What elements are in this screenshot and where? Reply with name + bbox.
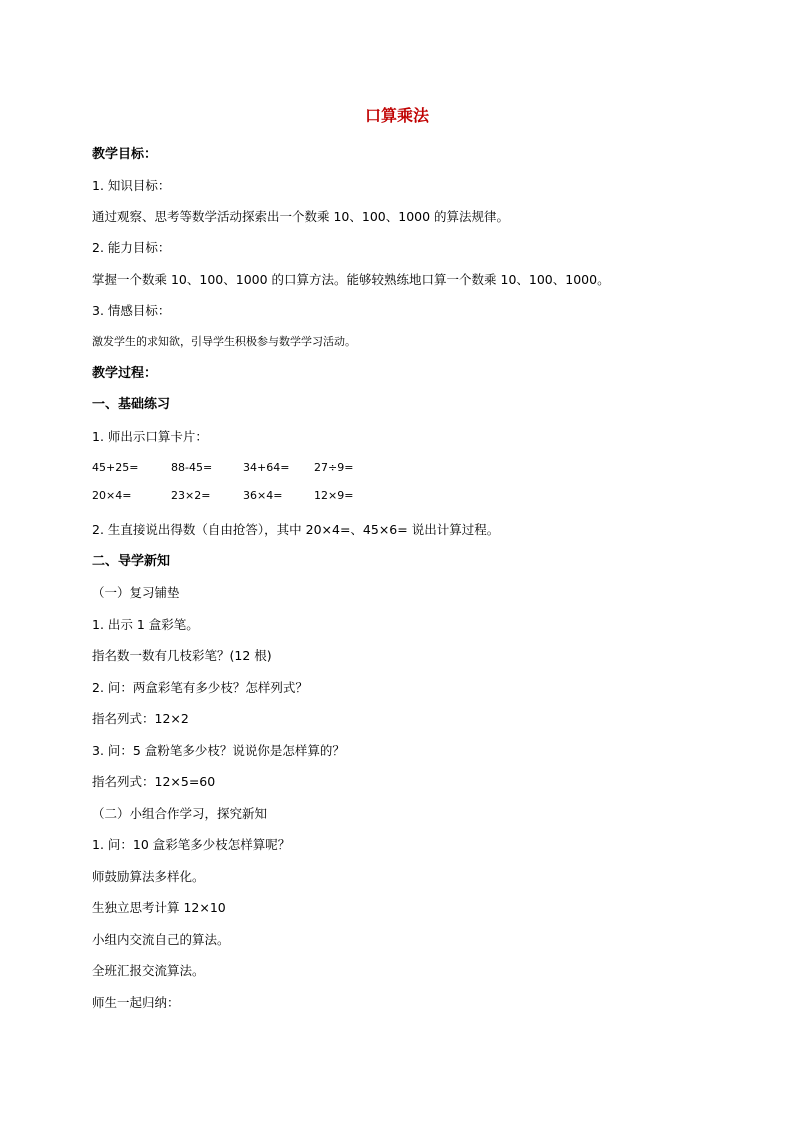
section-heading-goals: 教学目标： xyxy=(92,147,158,162)
step-diversify: 师鼓励算法多样化。 xyxy=(92,869,205,884)
knowledge-goal-label: 1. 知识目标： xyxy=(92,178,171,193)
student-answer-instruction: 2. 生直接说出得数（自由抢答），其中 20×4=、45×6= 说出计算过程。 xyxy=(92,522,500,537)
emotion-goal-text: 激发学生的求知欲，引导学生积极参与数学学习活动。 xyxy=(92,335,356,348)
step-five-boxes: 3. 问：5 盒粉笔多少枝？说说你是怎样算的？ xyxy=(92,743,345,758)
step-formula-five: 指名列式：12×5=60 xyxy=(92,774,216,789)
review-heading: （一）复习铺垫 xyxy=(92,585,180,600)
oral-card-cell: 34+64= xyxy=(243,461,290,474)
group-study-heading: （二）小组合作学习，探究新知 xyxy=(92,806,268,821)
oral-card-cell: 23×2= xyxy=(171,489,211,502)
page-title: 口算乘法 xyxy=(364,106,429,125)
knowledge-goal-text: 通过观察、思考等数学活动探索出一个数乘 10、100、1000 的算法规律。 xyxy=(92,209,510,224)
step-group-exchange: 小组内交流自己的算法。 xyxy=(92,932,230,947)
oral-card-cell: 88-45= xyxy=(171,461,213,474)
section-heading-process: 教学过程： xyxy=(92,366,158,381)
ability-goal-text: 掌握一个数乘 10、100、1000 的口算方法。能够较熟练地口算一个数乘 10、100、1000。 xyxy=(92,272,610,287)
step-count-pens: 指名数一数有几枝彩笔？(12 根) xyxy=(92,648,272,663)
subheading-new-knowledge: 二、导学新知 xyxy=(92,554,171,569)
oral-card-cell: 12×9= xyxy=(314,489,354,502)
step-independent-calc: 生独立思考计算 12×10 xyxy=(92,900,226,915)
oral-card-cell: 27÷9= xyxy=(314,461,354,474)
subheading-basic-practice: 一、基础练习 xyxy=(92,397,171,412)
emotion-goal-label: 3. 情感目标： xyxy=(92,303,171,318)
step-summarize: 师生一起归纳： xyxy=(92,995,180,1010)
step-show-pens: 1. 出示 1 盒彩笔。 xyxy=(92,617,199,632)
oral-card-cell: 36×4= xyxy=(243,489,283,502)
oral-card-cell: 20×4= xyxy=(92,489,132,502)
step-class-report: 全班汇报交流算法。 xyxy=(92,963,205,978)
step-formula-two: 指名列式：12×2 xyxy=(92,711,189,726)
step-ten-boxes: 1. 问：10 盒彩笔多少枝怎样算呢？ xyxy=(92,837,291,852)
ability-goal-label: 2. 能力目标： xyxy=(92,240,171,255)
oral-card-intro: 1. 师出示口算卡片： xyxy=(92,429,208,444)
oral-card-cell: 45+25= xyxy=(92,461,139,474)
step-two-boxes: 2. 问：两盒彩笔有多少枝？怎样列式？ xyxy=(92,680,308,695)
